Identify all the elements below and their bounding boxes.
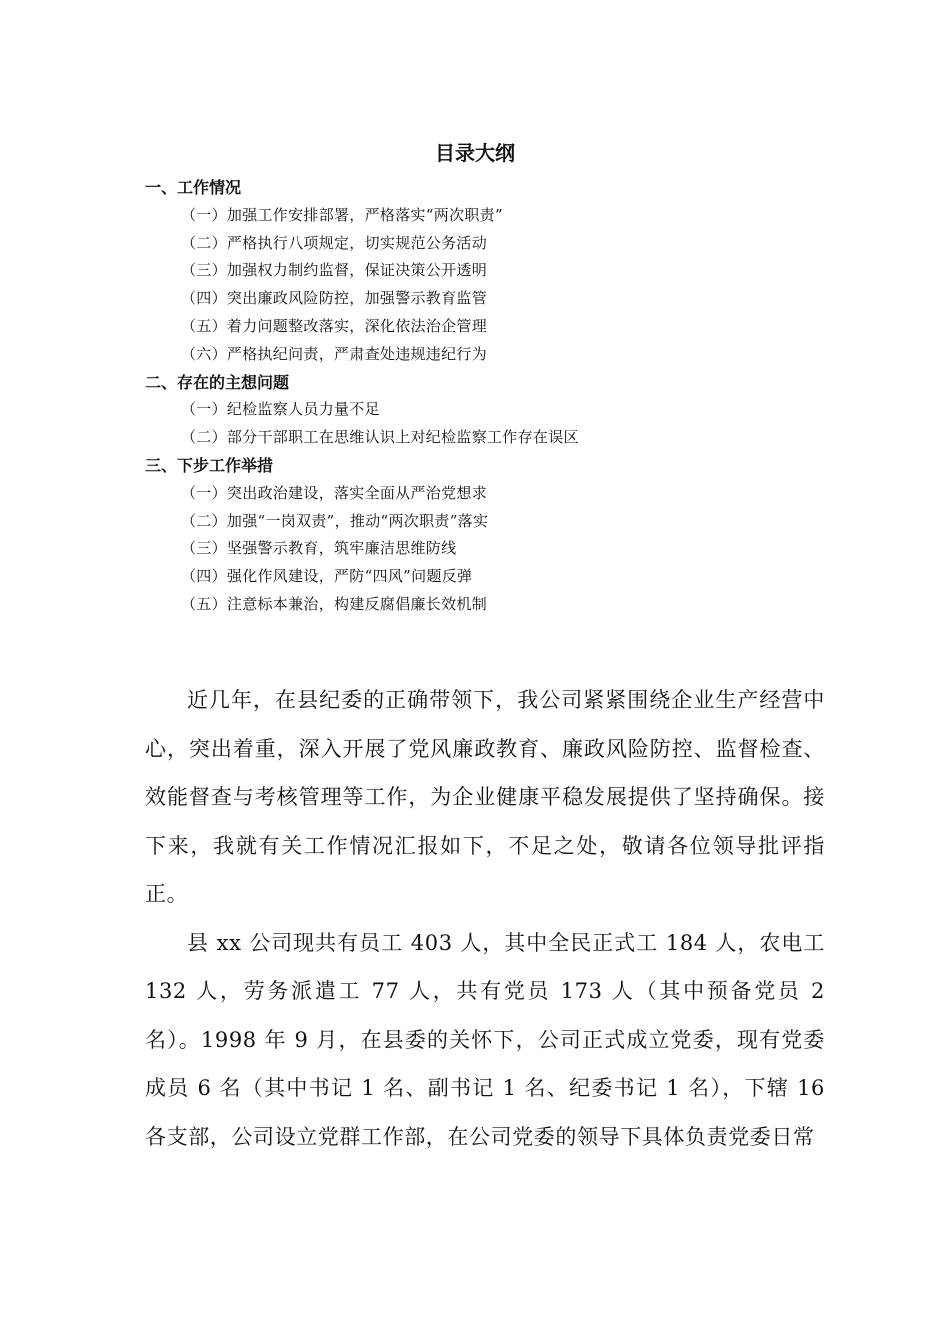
body-paragraph: 县 xx 公司现共有员工 403 人，其中全民正式工 184 人，农电工 132 人，劳务派遣工 77 人，共有党员 173 人（其中预备党员 2 名）。1998 年 9 月，在县委的关怀下，公司正式成立党委，现有党委成员 6 名（其中书记 1 名、副书记 1 名、纪委书记 1 名），下辖 16 各支部，公司设立党群工作部，在公司党委的领导下具体负责党委日常 — [145, 930, 825, 1149]
body-text — [145, 676, 825, 1161]
toc-item: （一）突出政治建设，落实全面从严治党想求 — [181, 483, 488, 502]
toc-item: （四）突出廉政风险防控，加强警示教育监管 — [181, 289, 488, 308]
toc-item: （三）加强权力制约监督，保证决策公开透明 — [181, 261, 488, 280]
toc-item: （五）着力问题整改落实，深化依法治企管理 — [181, 316, 488, 335]
toc-item: （一）加强工作安排部署，严格落实“两次职责” — [181, 205, 503, 224]
toc-section-1 — [145, 174, 845, 369]
toc-title: 目录大纲 — [435, 141, 515, 165]
toc-heading: 一、工作情况 — [145, 178, 242, 197]
toc-item: （四）强化作风建设，严防“四风”问题反弹 — [181, 567, 473, 586]
body-paragraph: 近几年，在县纪委的正确带领下，我公司紧紧围绕企业生产经营中心，突出着重，深入开展了党风廉政教育、廉政风险防控、监督检查、效能督查与考核管理等工作，为企业健康平稳发展提供了坚持确保。接下来，我就有关工作情况汇报如下，不足之处，敬请各位领导批评指正。 — [145, 688, 825, 906]
toc-heading: 三、下步工作举措 — [145, 455, 274, 475]
table-of-contents — [145, 174, 845, 619]
toc-item: （二）部分干部职工在思维认识上对纪检监察工作存在误区 — [181, 428, 579, 447]
toc-item: （六）严格执纪问责，严肃查处违规违纪行为 — [181, 344, 488, 363]
toc-item: （三）坚强警示教育，筑牢廉洁思维防线 — [181, 539, 457, 558]
toc-item: （一）纪检监察人员力量不足 — [181, 400, 380, 419]
toc-section-2 — [145, 369, 845, 452]
toc-item: （二）严格执行八项规定，切实规范公务活动 — [181, 233, 488, 252]
toc-section-3 — [145, 452, 845, 619]
toc-item: （五）注意标本兼治，构建反腐倡廉长效机制 — [181, 594, 488, 613]
toc-heading: 二、存在的主想问题 — [145, 372, 290, 392]
toc-item: （二）加强“一岗双责”，推动“两次职责”落实 — [181, 511, 489, 530]
